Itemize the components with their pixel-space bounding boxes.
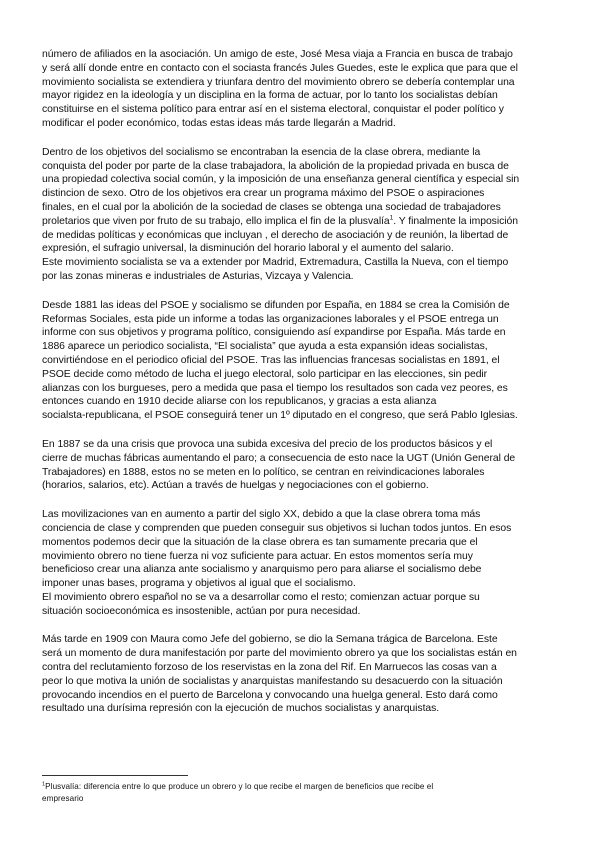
text-line: momentos podemos decir que la situación de la clase obrera es tan sumamente precaria que el	[42, 536, 478, 548]
text-line: expresión, el sufragio universal, la disminución del horario laboral y el aumento del salario.	[42, 243, 454, 255]
paragraph-6	[42, 508, 560, 591]
document-body	[42, 48, 560, 731]
text-segment: . Y finalmente la imposición	[393, 215, 518, 227]
text-line: Reformas Sociales, esta pide un informe a todas las organizaciones laborales y el PSOE entrega un	[42, 313, 499, 325]
text-line: entonces cuando en 1910 decide aliarse con los republicanos, y gracias a esta alianza	[42, 396, 437, 408]
footnote	[42, 781, 560, 805]
footnote-mark: 1	[42, 781, 46, 788]
text-line: por las zonas mineras e industriales de Asturias, Vizcaya y Valencia.	[42, 270, 354, 282]
text-line: Dentro de los objetivos del socialismo se encontraban la esencia de la clase obrera, mediante la	[42, 146, 481, 158]
text-line: conciencia de clase y comprenden que pueden conseguir sus objetivos si luchan todos juntos. En esos	[42, 522, 512, 534]
text-line: provocando incendios en el puerto de Barcelona y convocando una huelga general. Esto dará como	[42, 689, 498, 701]
text-line: número de afiliados en la asociación. Un amigo de este, José Mesa viaja a Francia en busca de trabajo	[42, 49, 513, 60]
text-line: de medidas políticas y económicas que incluyan , el derecho de asociación y de reunión, la libertad de	[42, 229, 509, 241]
paragraph-4	[42, 299, 560, 423]
text-line: PSOE decide como método de lucha el juego electoral, solo participar en las elecciones, sin pedir	[42, 368, 488, 380]
text-line: una propiedad colectiva social común, y la imposición de una enseñanza general científica y especial sin	[42, 174, 520, 186]
text-segment: proletarios que viven por fruto de su trabajo, ello implica el fin de la plusvalía	[42, 215, 390, 227]
text-line: distincion de sexo. Otro de los objetivos era crear un programa máximo del PSOE o aspiraciones	[42, 188, 485, 200]
text-line: situación socioeconómica es insostenible, actúan por pura necesidad.	[42, 605, 361, 617]
text-line: El movimiento obrero español no se va a desarrollar como el resto; comienzan actuar porque su	[42, 591, 480, 603]
text-line: será un momento de dura manifestación por parte del movimiento obrero ya que los socialistas están en	[42, 648, 517, 660]
text-line: Trabajadores) en 1888, estos no se meten en lo político, se centran en reivindicaciones laborales	[42, 466, 485, 478]
text-line: mayor rigidez en la ideología y un disciplina en la forma de actuar, por lo tanto los socialistas debían	[42, 90, 498, 102]
text-line: imponer unas bases, programa y objetivos al igual que el socialismo.	[42, 578, 356, 590]
footnote-separator	[42, 775, 188, 776]
text-line: socialsta-republicana, el PSOE conseguirá tener un 1º diputado en el congreso, que será Pablo Iglesias.	[42, 410, 518, 422]
text-line: movimiento obrero no tiene fuerza ni voz suficiente para actuar. En estos momentos sería muy	[42, 550, 473, 562]
text-line: resultado una durísima represión con la ejecución de muchos socialistas y anarquistas.	[42, 703, 440, 715]
paragraph-7	[42, 591, 560, 619]
footnote-reference[interactable]: 1	[389, 214, 394, 222]
text-line: movimiento socialista se extendiera y triunfara dentro del movimiento obrero se debería contemplar una	[42, 76, 515, 88]
text-line: cierre de muchas fábricas aumentando el paro; a consecuencia de esto nace la UGT (Unión General de	[42, 452, 516, 464]
paragraph-8	[42, 633, 560, 716]
text-line: beneficioso crear una alianza ante socialismo y anarquismo pero para aliarse el socialismo debe	[42, 564, 482, 576]
text-line: contra del reclutamiento forzoso de los reservistas en la zona del Rif. En Marruecos las cosas van a	[42, 662, 497, 674]
text-line: conquista del poder por parte de la clase trabajadora, la abolición de la propiedad privada en busca de	[42, 160, 509, 172]
text-line: convirtiéndose en el periodico oficial del PSOE. Tras las influencias francesas socialistas en 1891, el	[42, 354, 500, 366]
footnote-text: Plusvalía: diferencia entre lo que produce un obrero y lo que recibe el margen de beneficios que recibe el	[45, 782, 434, 791]
footnote-line	[42, 782, 433, 791]
paragraph-3	[42, 256, 560, 284]
text-line: informe con sus objetivos y programa político, consiguiendo así expandirse por España. Más tarde en	[42, 327, 506, 339]
text-line: En 1887 se da una crisis que provoca una subida excesiva del precio de los productos básicos y el	[42, 438, 493, 450]
paragraph-1	[42, 48, 560, 131]
text-line: (horarios, salarios, etc). Actúan a través de huelgas y negociaciones con el gobierno.	[42, 480, 429, 492]
text-line: Este movimiento socialista se va a extender por Madrid, Extremadura, Castilla la Nueva, con el tiempo	[42, 257, 509, 269]
text-line: y será allí donde entre en contacto con el sociasta francés Jules Guedes, este le explica que para que el	[42, 62, 518, 74]
text-line: finales, en el cual por la abolición de la sociedad de clases se obtenga una sociedad de trabajadores	[42, 201, 501, 213]
text-line: alianzas con los burgueses, pero a medida que pasa el tiempo los resultados son cada vez peores, es	[42, 382, 508, 394]
text-line: 1886 aparece un periodico socialista, “El socialista” que ayuda a esta expansión ideas socialistas,	[42, 341, 488, 353]
text-line: Más tarde en 1909 con Maura como Jefe del gobierno, se dio la Semana trágica de Barcelona. Este	[42, 634, 498, 646]
text-line: Las movilizaciones van en aumento a partir del siglo XX, debido a que la clase obrera toma más	[42, 509, 481, 521]
paragraph-2	[42, 146, 560, 256]
text-line: modificar el poder económico, todas estas ideas más tarde llegarán a Madrid.	[42, 117, 396, 129]
text-line: Desde 1881 las ideas del PSOE y socialismo se difunden por España, en 1884 se crea la Comisión de	[42, 299, 510, 311]
footnote-line: empresario	[42, 794, 84, 803]
text-line: constituirse en el sistema político para entrar así en el sistema electoral, conquistar el poder político y	[42, 104, 504, 116]
paragraph-5	[42, 438, 560, 493]
text-line-with-note	[42, 215, 560, 229]
text-line: peor lo que motiva la unión de socialistas y anarquistas manifestando su desacuerdo con la situación	[42, 675, 503, 687]
